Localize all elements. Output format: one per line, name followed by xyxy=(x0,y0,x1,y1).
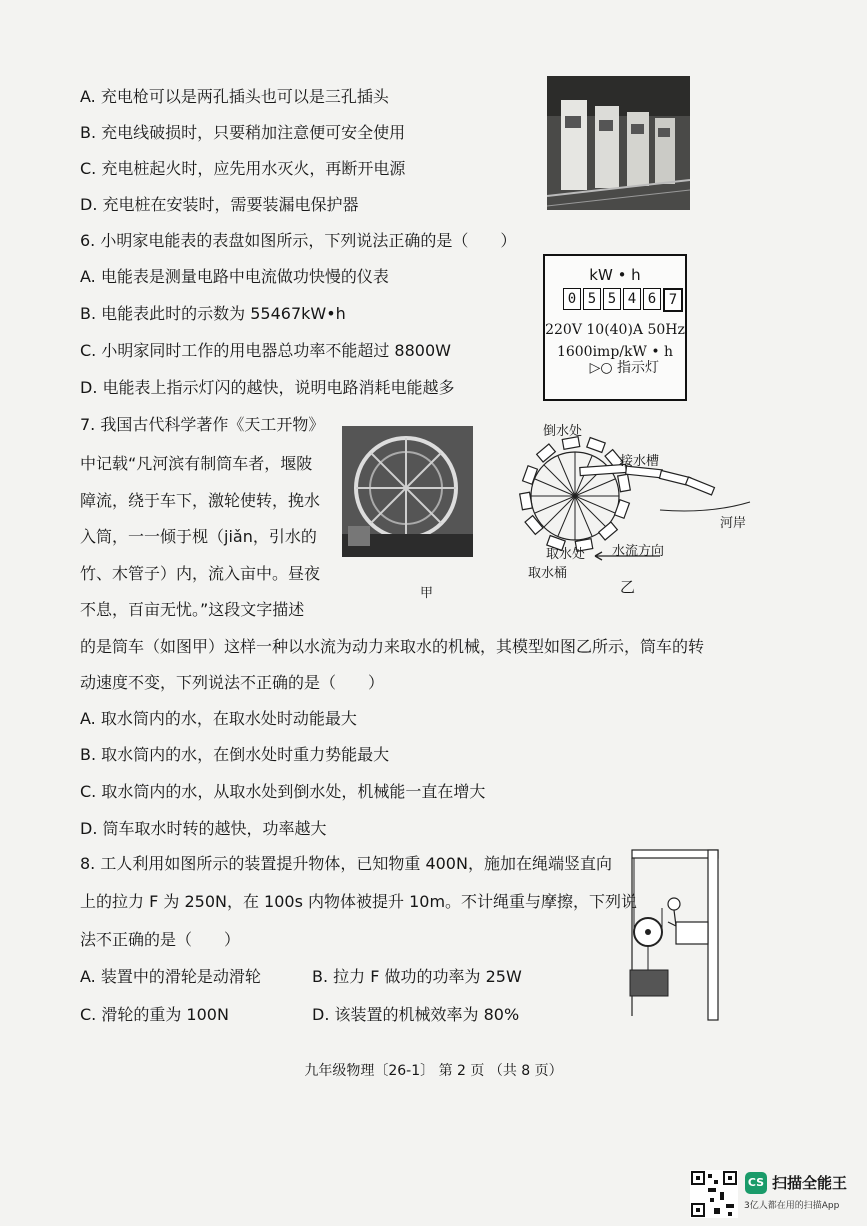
q6-option-c: C. 小明家同时工作的用电器总功率不能超过 8800W xyxy=(80,341,451,360)
charging-station-photo xyxy=(547,76,690,210)
figure-yi-caption: 乙 xyxy=(620,578,636,596)
q6-stem: 6. 小明家电能表的表盘如图所示，下列说法正确的是（ ） xyxy=(80,231,517,250)
label-trough: 接水槽 xyxy=(620,454,660,469)
q7-stem-line: 7. 我国古代科学著作《天工开物》 xyxy=(80,415,325,434)
q8-stem-line: 法不正确的是（ ） xyxy=(80,930,241,949)
q7-option-a: A. 取水筒内的水，在取水处时动能最大 xyxy=(80,709,357,728)
label-take: 取水处 xyxy=(546,547,586,562)
q7-stem-line: 不息，百亩无忧。”这段文字描述 xyxy=(80,600,305,619)
meter-spec-voltage: 220V 10(40)A 50Hz xyxy=(545,322,685,338)
meter-digit: 5 xyxy=(603,288,621,310)
q7-stem-line: 障流，绕于车下，激轮使转，挽水 xyxy=(80,491,321,510)
q8-option-a: A. 装置中的滑轮是动滑轮 xyxy=(80,967,261,986)
q6-option-d: D. 电能表上指示灯闪的越快，说明电路消耗电能越多 xyxy=(80,378,455,397)
meter-digit: 0 xyxy=(563,288,581,310)
meter-digits xyxy=(563,288,685,312)
meter-digit: 4 xyxy=(623,288,641,310)
label-pour: 倒水处 xyxy=(543,424,583,439)
q5-option-c: C. 充电桩起火时，应先用水灭火，再断开电源 xyxy=(80,159,406,178)
q8-option-b: B. 拉力 F 做功的功率为 25W xyxy=(312,967,522,986)
qr-code-icon xyxy=(690,1170,738,1218)
q7-stem-line: 入筒，一一倾于枧（jiǎn，引水的 xyxy=(80,527,317,546)
meter-unit: kW • h xyxy=(589,266,641,284)
label-flow: 水流方向 xyxy=(612,544,665,559)
q7-option-d: D. 筒车取水时转的越快，功率越大 xyxy=(80,819,327,838)
meter-spec-imp: 1600imp/kW • h xyxy=(556,344,674,360)
q8-stem-line: 8. 工人利用如图所示的装置提升物体，已知物重 400N，施加在绳端竖直向 xyxy=(80,854,612,873)
water-wheel-photo xyxy=(342,426,473,557)
meter-indicator-light: ▷○ 指示灯 xyxy=(589,360,659,376)
meter-digit: 5 xyxy=(583,288,601,310)
camscanner-tagline: 3亿人都在用的扫描App xyxy=(744,1201,840,1211)
q7-option-c: C. 取水筒内的水，从取水处到倒水处，机械能一直在增大 xyxy=(80,782,486,801)
q8-option-d: D. 该装置的机械效率为 80% xyxy=(312,1005,520,1024)
q6-option-a: A. 电能表是测量电路中电流做功快慢的仪表 xyxy=(80,267,389,286)
q5-option-a: A. 充电枪可以是两孔插头也可以是三孔插头 xyxy=(80,87,389,106)
q6-option-b: B. 电能表此时的示数为 55467kW•h xyxy=(80,304,346,323)
label-bucket: 取水桶 xyxy=(528,566,568,581)
meter-digit: 6 xyxy=(643,288,661,310)
q5-option-b: B. 充电线破损时，只要稍加注意便可安全使用 xyxy=(80,123,406,142)
q8-stem-line: 上的拉力 F 为 250N，在 100s 内物体被提升 10m。不计绳重与摩擦，下列说 xyxy=(80,892,638,911)
q7-stem-line: 中记载“凡河滨有制筒车者，堰陂 xyxy=(80,454,313,473)
meter-digit-decimal: 7 xyxy=(663,288,683,312)
q7-stem-line: 的是筒车（如图甲）这样一种以水流为动力来取水的机械，其模型如图乙所示，筒车的转 xyxy=(80,637,705,656)
figure-jia-caption: 甲 xyxy=(420,586,434,601)
q8-option-c: C. 滑轮的重为 100N xyxy=(80,1005,229,1024)
pulley-diagram xyxy=(618,846,728,1026)
electricity-meter xyxy=(543,254,687,401)
q5-option-d: D. 充电桩在安装时，需要装漏电保护器 xyxy=(80,195,359,214)
q7-stem-line: 动速度不变，下列说法不正确的是（ ） xyxy=(80,673,385,692)
camscanner-brand: 扫描全能王 xyxy=(772,1174,848,1192)
page-footer: 九年级物理〔26-1〕 第 2 页 （共 8 页） xyxy=(304,1063,563,1079)
label-bank: 河岸 xyxy=(720,516,747,531)
camscanner-logo: CS xyxy=(745,1172,767,1194)
q7-option-b: B. 取水筒内的水，在倒水处时重力势能最大 xyxy=(80,745,390,764)
q7-stem-line: 竹、木管子）内，流入亩中。昼夜 xyxy=(80,564,321,583)
